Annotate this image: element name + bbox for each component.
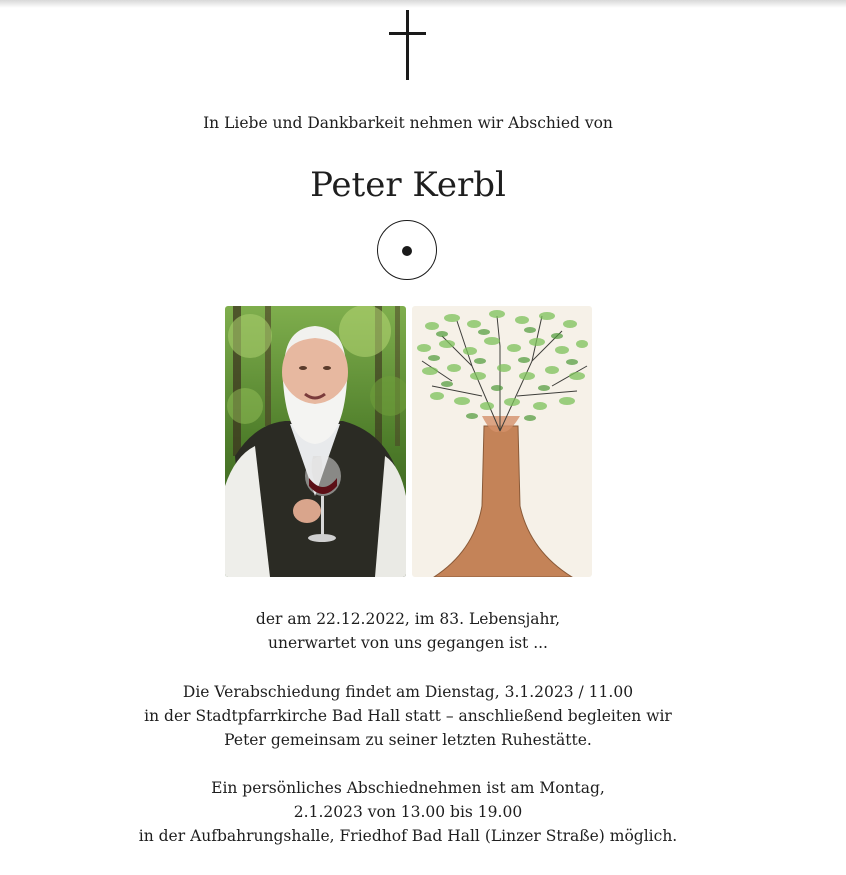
intro-text: In Liebe und Dankbarkeit nehmen wir Abschied von xyxy=(203,114,613,132)
funeral-info-line: Peter gemeinsam zu seiner letzten Ruhestätte. xyxy=(224,731,592,749)
death-notice-line: der am 22.12.2022, im 83. Lebensjahr, xyxy=(255,610,561,628)
viewing-info-line: 2.1.2023 von 13.00 bis 19.00 xyxy=(293,803,523,821)
latin-cross-icon xyxy=(388,10,428,80)
viewing-info-block xyxy=(0,776,816,848)
top-shadow xyxy=(0,0,846,8)
portrait-photo xyxy=(225,306,406,577)
funeral-info-line: Die Verabschiedung findet am Dienstag, 3.1.2023 / 11.00 xyxy=(182,683,634,701)
deceased-name: Peter Kerbl xyxy=(310,165,506,205)
cross-horizontal-bar xyxy=(389,32,426,35)
viewing-info-line: in der Aufbahrungshalle, Friedhof Bad Hall (Linzer Straße) möglich. xyxy=(138,827,678,845)
cross-vertical-bar xyxy=(406,10,409,80)
death-notice-block xyxy=(0,607,816,655)
funeral-info-block xyxy=(0,680,816,752)
circle-center-dot xyxy=(402,246,412,256)
death-notice-line: unerwartet von uns gegangen ist ... xyxy=(268,634,548,652)
viewing-info-line: Ein persönliches Abschiednehmen ist am Montag, xyxy=(211,779,605,797)
funeral-info-line: in der Stadtpfarrkirche Bad Hall statt – anschließend begleiten wir xyxy=(144,707,672,725)
tree-drawing xyxy=(412,306,592,577)
circle-dot-icon xyxy=(377,220,437,280)
